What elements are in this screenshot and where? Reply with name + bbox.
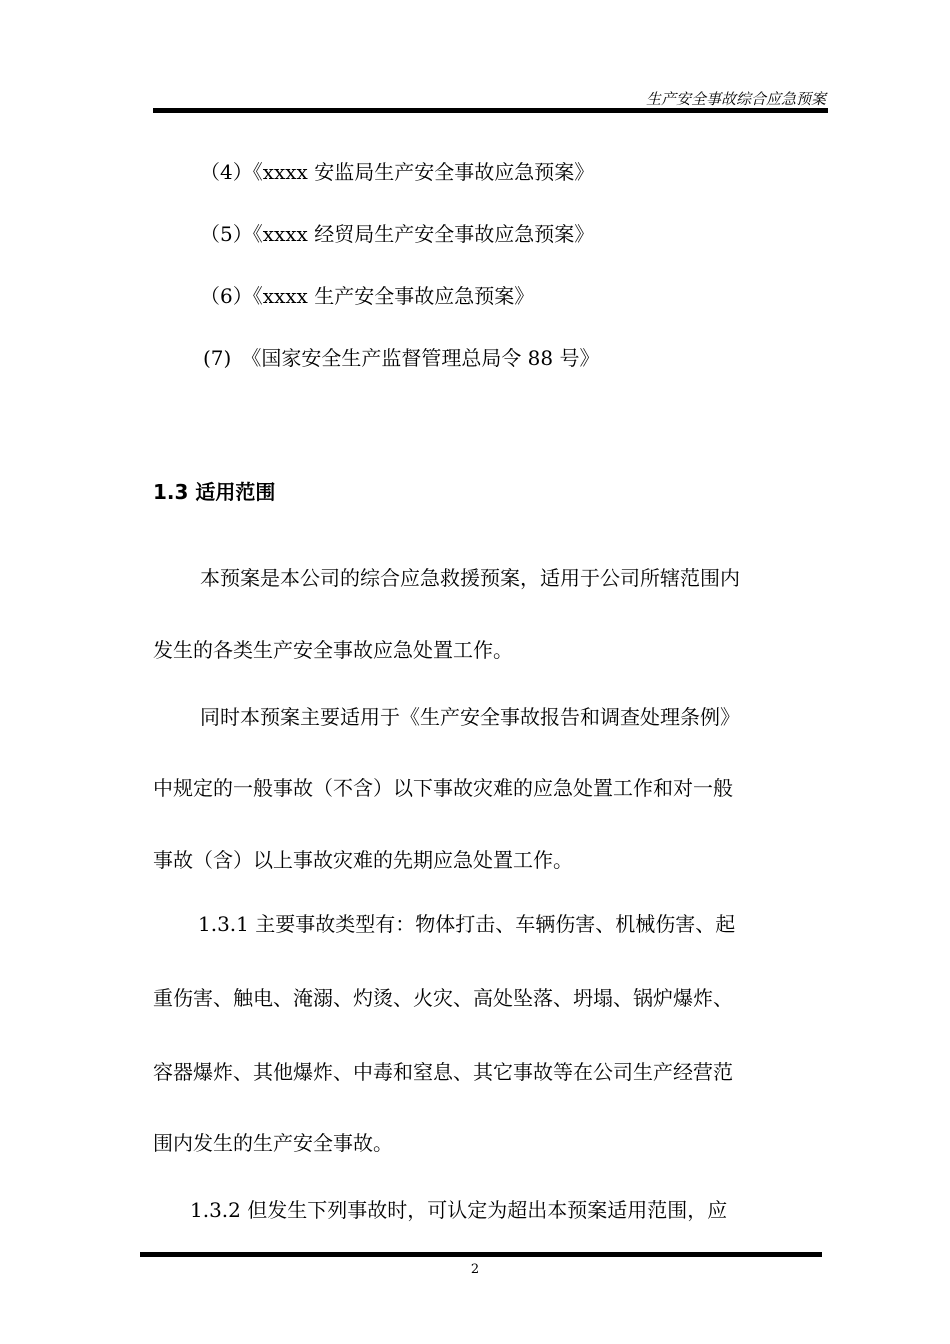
header-rule [153, 108, 828, 113]
paragraph-line: 1.3.1 主要事故类型有：物体打击、车辆伤害、机械伤害、起 [198, 912, 736, 936]
paragraph-line: 中规定的一般事故（不含）以下事故灾难的应急处置工作和对一般 [153, 776, 733, 800]
footer-rule [140, 1252, 822, 1257]
paragraph-line: 围内发生的生产安全事故。 [153, 1131, 393, 1155]
page-number: 2 [470, 1262, 480, 1277]
reference-item-6: （6）《xxxx 生产安全事故应急预案》 [200, 284, 535, 308]
paragraph-line: 同时本预案主要适用于《生产安全事故报告和调查处理条例》 [200, 705, 740, 729]
paragraph-line: 事故（含）以上事故灾难的先期应急处置工作。 [153, 848, 573, 872]
paragraph-line: 1.3.2 但发生下列事故时，可认定为超出本预案适用范围，应 [190, 1198, 728, 1222]
paragraph-line: 重伤害、触电、淹溺、灼烫、火灾、高处坠落、坍塌、锅炉爆炸、 [153, 986, 733, 1010]
reference-item-7: (7) 《国家安全生产监督管理总局令 88 号》 [203, 346, 600, 370]
running-header-title: 生产安全事故综合应急预案 [645, 90, 826, 108]
section-heading: 1.3 适用范围 [153, 480, 276, 504]
paragraph-line: 本预案是本公司的综合应急救援预案，适用于公司所辖范围内 [200, 566, 740, 590]
paragraph-line: 容器爆炸、其他爆炸、中毒和窒息、其它事故等在公司生产经营范 [153, 1060, 733, 1084]
reference-item-4: （4）《xxxx 安监局生产安全事故应急预案》 [200, 160, 595, 184]
paragraph-line: 发生的各类生产安全事故应急处置工作。 [153, 638, 513, 662]
reference-item-5: （5）《xxxx 经贸局生产安全事故应急预案》 [200, 222, 595, 246]
